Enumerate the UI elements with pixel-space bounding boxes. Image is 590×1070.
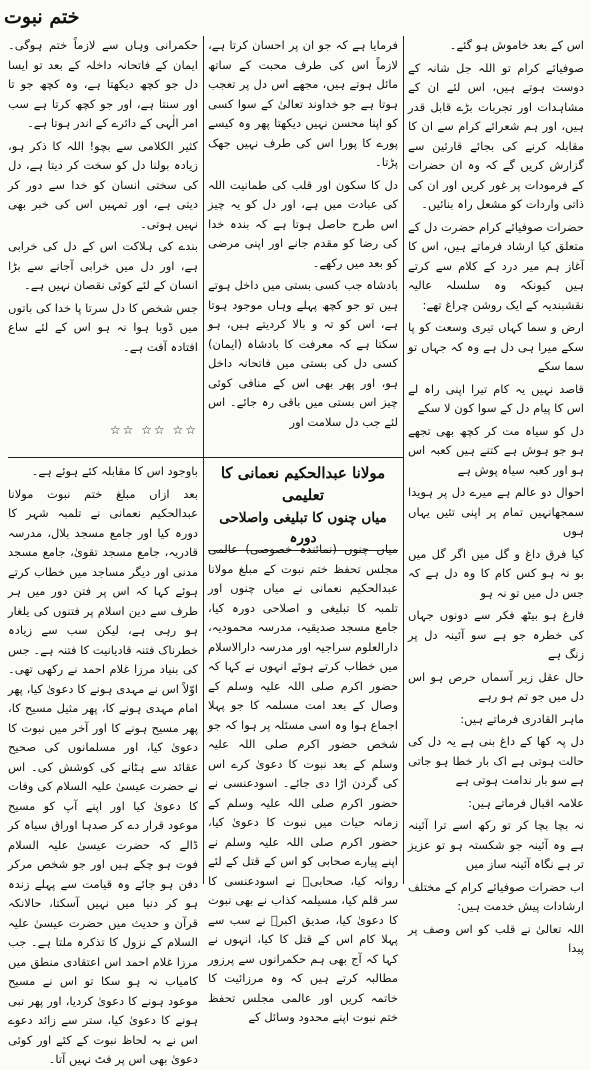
masthead-logo: ختم نبوت xyxy=(4,6,80,28)
verse: دل کو سیاہ مت کر کچھ بھی تجھے ہو جو ہوش ہے کتنے ہیں کعبہ اس ہو اور کعبہ سیاہ پوش ہے xyxy=(408,423,584,477)
verse: احوال دو عالم ہے میرے دل پر ہویدا سمجھانہیں تمام پر اپنی تئیں یہاں ہوں xyxy=(408,485,584,538)
verse: ارض و سما کہاں تیری وسعت کو پا سکے میرا ہی دل ہے وہ کہ جہاں تو سما سکے xyxy=(408,320,584,373)
section-end-stars: ☆☆ ☆☆ ☆☆ xyxy=(109,423,198,437)
paragraph: حضرات صوفیائے کرام حضرت دل کے متعلق کیا ارشاد فرماتے ہیں، اس کا آغاز ہم میر درد کے کلام سے کرتے ہیں کیونکہ وہ سلسلہ عالیہ نقشبندیہ کے ایک روشن چراغ تھے: xyxy=(408,219,584,312)
paragraph: علامہ اقبال فرماتے ہیں: xyxy=(468,795,584,810)
section-divider xyxy=(8,457,403,458)
paragraph: میاں چنوں (نمائندہ خصوصی) عالمی مجلس تحفظ ختم نبوت کے مبلغ مولانا عبدالحکیم نعمانی نے میاں چنوں اور تلمبہ کا تبلیغی و اصلاحی دورہ کیا، جامع مسجد صدیقیہ، مدرسہ محمودیہ، دارالعلوم سراجیہ اور مدرسہ دارالاسلام میں خطاب کرتے ہوئے انہوں نے کہا کہ حضور اکرم صلی اللہ علیہ وسلم کے وصال کے بعد امت مسلمہ کا جو پہلا اجماع ہوا وہ اسی مسئلہ پر ہوا کہ جو شخص حضور اکرم صلی اللہ علیہ وسلم کے بعد نبوت کا دعویٰ کرے اس کی گردن اڑا دی جائے۔ اسودعنسی نے حضور اکرم صلی اللہ علیہ وسلم کے زمانہ حیات میں نبوت کا دعویٰ کیا، حضور اکرم صلی اللہ علیہ وسلم نے اپنے پیارے صحابی کو اس کے قتل کے لئے روانہ کیا، صحابیؓ نے اسودعنسی کا سر قلم کیا، مسیلمہ کذاب نے بھی نبوت کا دعویٰ کیا، صدیق اکبرؓ نے سب سے پہلا کام اس کے قتل کا کیا، انہوں نے کہا کہ آج بھی ہم حکمرانوں سے پرزور مطالبہ کرتے ہیں کہ وہ مرزائیت کا خاتمہ کریں اور عالمی مجلس تحفظ ختم نبوت اپنے محدود وسائل کے xyxy=(208,542,398,1024)
paragraph: حکمرانی وہاں سے لازماً ختم ہوگی۔ ایمان کے فاتحانہ داخلہ کے بعد تو ایسا دل جو کچھ دیکھتا ہے، وہ کچھ جو تا اور سنتا ہے، اور جو کچھ کرتا ہے سب امر الٰہی کے دائرے کے اندر ہوتا ہے۔ xyxy=(8,38,198,130)
paragraph: اب حضرات صوفیائے کرام کے مختلف ارشادات پیش خدمت ہیں: xyxy=(408,879,584,913)
article-headline xyxy=(208,462,398,551)
verse: دل پہ کھا کے داغ بنی ہے یہ دل کی حالت ہوتی ہے اک بار خطا ہو جاتی ہے سو بار ندامت ہوتی ہے xyxy=(408,734,584,787)
paragraph: باوجود اس کا مقابلہ کئے ہوئے ہے۔ xyxy=(31,464,198,478)
paragraph: ماہر القادری فرماتے ہیں: xyxy=(460,711,584,726)
paragraph: صوفیائے کرام تو اللہ جل شانہ کے دوست ہوتے ہیں، اس لئے ان کے مشاہدات اور تجربات بڑے قابل قدر ہیں، اور ہم شعرائے کرام سے ان کا مقابلہ کرنے کی بجائے قارئین سے گزارش کریں گے کہ وہ ان حضرات کے فرمودات پر غور کریں اور ان کی ذاتی واردات کو مشعل راہ بنائیں۔ xyxy=(408,60,584,211)
verse: حال عقل زیر آسماں حرص ہو اس دل میں جو تم ہو رہے xyxy=(408,669,584,703)
paragraph: بعد ازاں مبلغ ختم نبوت مولانا عبدالحکیم نعمانی نے تلمبہ شہر کا دورہ کیا اور جامع مسجد بلال، مدرسہ قادریہ، جامع مسجد تقویٰ، جامع مسجد مدنی اور دیگر مساجد میں خطاب کرتے ہوئے کہا کہ اس پر فتن دور میں ہر طرف سے دین اسلام پر فتنوں کی یلغار ہو رہی ہے، لیکن سب سے زیادہ خطرناک فتنہ قادیانیت کا فتنہ ہے۔ جس کی بنیاد مرزا غلام احمد نے رکھی تھی۔ اوّلاً اس نے مہدی ہونے کا دعویٰ کیا، پھر امام مہدی ہونے کا، پھر مثیل مسیح کا، پھر مسیح ہونے کا اور آخر میں نبوت کا دعویٰ کیا، اور مسلمانوں کی صحیح عقائد سے ہٹانے کی کوشش کی۔ اس نے حضرت عیسیٰ علیہ السلام کی وفات کا دعویٰ کیا اور اپنے آپ کو مسیح موعود قرار دے کر صدہا اوراق سیاہ کر ڈالے کہ حضرت عیسیٰ علیہ السلام فوت ہو چکے ہیں اور جو شخص مرکر دفن ہو جائے وہ قیامت سے پہلے زندہ ہو کر دنیا میں نہیں آسکتا، حالانکہ قرآن و حدیث میں حضرت عیسیٰ علیہ السلام کے نزول کا تذکرہ ملتا ہے۔ جب مرزا غلام احمد اس اعتقادی منطق میں کامیاب نہ ہو سکا تو اس نے مسیح موعود ہونے کا دعویٰ کردیا، اور پھر نبی ہونے کا دعویٰ کیا، ستر سے زائد دعوے اس نے بہ لحاظ نبوت کے کئے اور کوئی دعویٰ بھی اس پر فٹ نہیں آتا۔ xyxy=(8,486,198,1066)
left-column xyxy=(8,36,198,414)
middle-column xyxy=(208,36,398,453)
column-divider-left xyxy=(203,36,204,884)
paragraph: کثیر الکلامی سے بچو! اللہ کا ذکر ہو، زیادہ بولنا دل کو سخت کر دیتا ہے، دل کی سختی انسان کو خدا سے دور کر دیتی ہے، اور تمہیں اس کی خبر بھی نہیں ہوتی۔ xyxy=(8,138,198,231)
paragraph: بادشاہ جب کسی بستی میں داخل ہوتے ہیں تو جو کچھ پہلے وہاں موجود ہوتا ہے، اس کو تہ و بالا کردیتے ہیں، ہو سکتا ہے کہ معرفت کا بادشاہ (ایمان) کسی دل کی بستی میں فاتحانہ داخل ہو، اور پھر بھی اس کے منافی کوئی چیز اس بستی میں باقی رہ جائے۔ اس لئے جب دل سلامت اور xyxy=(208,278,398,429)
verse: فارغ ہو بیٹھ فکر سے دونوں جہاں کی خطرہ جو ہے سو آئینہ دل پر زنگ ہے xyxy=(408,608,584,661)
article-body-left xyxy=(8,462,198,1066)
verse: نہ بچا بچا کر تو رکھ اسے ترا آئینہ ہے وہ آئینہ جو شکستہ ہو تو عزیز تر ہے نگاہ آئینہ ساز میں xyxy=(408,818,584,871)
article-body-middle xyxy=(208,540,398,1024)
verse: قاصد نہیں یہ کام تیرا اپنی راہ لے اس کا پیام دل کے سوا کون لا سکے xyxy=(408,381,584,415)
column-divider-right xyxy=(403,36,404,884)
right-column xyxy=(408,36,584,955)
paragraph: فرمایا ہے کہ جو ان پر احسان کرتا ہے، لازماً اس کی طرف محبت کے ساتھ مائل ہوتے ہیں، مجھے اس دل پر تعجب ہوتا ہے جو خداوند تعالیٰ کے سوا کسی کو اپنا محسن نہیں دیکھتا پھر وہ کیسے پورے کا پورا اس کی طرف نہیں جھک پڑتا۔ xyxy=(208,38,398,169)
paragraph: جس شخص کا دل سرتا پا خدا کی باتوں میں ڈوبا ہوا نہ ہو اس کے لئے ساع افتادہ آفت ہے۔ xyxy=(8,300,198,354)
verse: کیا فرق داغ و گل میں اگر گل میں بو نہ ہو کس کام کا وہ دل ہے کہ جس دل میں تو نہ ہو xyxy=(408,546,584,600)
paragraph: دل کا سکون اور قلب کی طمانیت اللہ کی عبادت میں ہے، اور دل کو یہ چیز اس طرح حاصل ہوتا ہے کہ بندہ خدا کی رضا کو مقدم جانے اور اپنی مرضی کو بعد میں رکھے۔ xyxy=(208,177,398,270)
paragraph: اللہ تعالیٰ نے قلب کو اس وصف پر پیدا xyxy=(408,921,584,955)
paragraph: اس کے بعد خاموش ہو گئے۔ xyxy=(449,38,584,52)
article-subtitle: میاں چنوں کا تبلیغی واصلاحی دورہ xyxy=(208,508,398,551)
paragraph: بندے کی ہلاکت اس کے دل کی خرابی ہے، اور دل میں خرابی آجانے سے بڑا انسان کے لئے کوئی نقصان نہیں ہے۔ xyxy=(8,239,198,292)
article-title: مولانا عبدالحکیم نعمانی کا تعلیمی xyxy=(220,464,386,504)
